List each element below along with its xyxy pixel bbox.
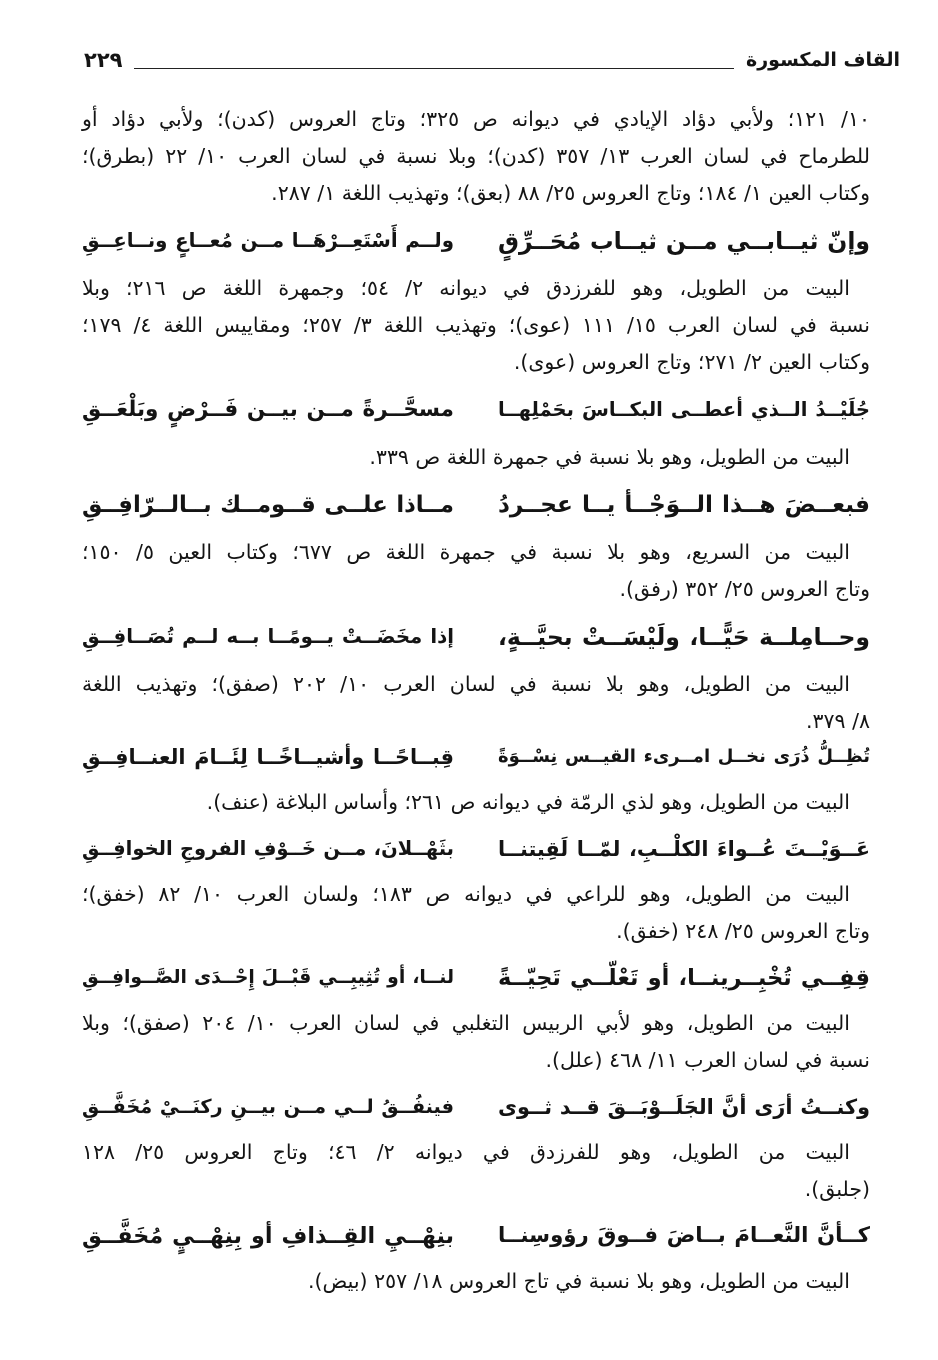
note-line: نسبة في لسان العرب ١١/ ٤٦٨ (علل). [545, 1048, 870, 1072]
note-line: البيت من الطويل، وهو للفرزدق في ديوانه ٢/ ٤٦؛ وتاج العروس ٢٥/ ١٢٨ [82, 1140, 850, 1164]
verse-row [82, 212, 870, 270]
chapter-title: القاف المكسورة [746, 49, 900, 71]
second-hemistich: قِبــاحًــا وأشيــاخًــا لِئَــامَ العنــافِــقِ [82, 744, 454, 769]
note-line: نسبة في لسان العرب ١٥/ ١١١ (عوى)؛ وتهذيب اللغة ٣/ ٢٥٧؛ ومقاييس اللغة ٤/ ١٧٩؛ [82, 313, 870, 337]
note-line: للطرماح في لسان العرب ١٣/ ٣٥٧ (كدن)؛ وبلا نسبة في لسان العرب ١٠/ ٢٢ (بطرق)؛ [82, 144, 870, 168]
verse-note [82, 439, 870, 476]
verse-row [82, 608, 870, 666]
note-line: وكتاب العين ١/ ١٨٤؛ وتاج العروس ٢٥/ ٨٨ (بعق)؛ وتهذيب اللغة ١/ ٢٨٧. [271, 181, 870, 205]
second-hemistich: فينفُــقُ لــي مــن بيــنِ ركنَــيْ مُخَفَّــقِ [82, 1094, 454, 1118]
note-line: البيت من الطويل، وهو لذي الرمّة في ديوانه ص ٢٦١؛ وأساس البلاغة (عنف). [206, 790, 850, 814]
verse-note [82, 534, 870, 608]
second-hemistich: مــاذا علــى قــومــك بــالــرّافِــقِ [82, 492, 454, 518]
page-number: ٢٢٩ [84, 48, 123, 72]
first-hemistich: وإنّ ثيــابــي مــن ثيــاب مُحَــرِّقٍ [498, 227, 870, 255]
first-hemistich: فبعــضَ هــذا الــوَجْــأ يــا عجــردُ [498, 491, 870, 518]
note-line: (جلبق). [804, 1177, 870, 1201]
note-line: البيت من الطويل، وهو بلا نسبة في لسان العرب ١٠/ ٢٠٢ (صفق)؛ وتهذيب اللغة [82, 672, 850, 696]
note-line: وتاج العروس ٢٥/ ٢٤٨ (خفق). [616, 919, 870, 943]
note-line: البيت من الطويل، وهو بلا نسبة في تاج العروس ١٨/ ٢٥٧ (بيض). [308, 1269, 850, 1293]
verse-note [82, 784, 870, 821]
note-line: البيت من الطويل، وهو لأبي الربيس التغلبي في لسان العرب ١٠/ ٢٠٤ (صفق)؛ وبلا [82, 1011, 850, 1035]
note-line: البيت من الطويل، وهو بلا نسبة في جمهرة اللغة ص ٣٣٩. [369, 445, 850, 469]
first-hemistich: جُلَيْــدُ الــذي أعطــى البكــاسَ بحَمْلِهــا [498, 398, 870, 421]
verse-note [82, 270, 870, 381]
first-hemistich: كــأنَّ النَّعــامَ بــاضَ فــوقَ رؤوسِنــا [498, 1222, 870, 1248]
second-hemistich: مسحَّــرةً مــن بيــن فَــرْضٍ وبَلْعَــقِ [82, 397, 454, 422]
note-line: وكتاب العين ٢/ ٢٧١؛ وتاج العروس (عوى). [513, 350, 870, 374]
note-line: ٨/ ٣٧٩. [805, 709, 870, 733]
verse-note [82, 1134, 870, 1208]
header-rule [134, 68, 734, 69]
first-hemistich: وكنــتُ أرَى أنَّ الجَلَــوْبَــقَ قــد ثــوى [498, 1094, 870, 1119]
running-header [84, 44, 900, 76]
text-block [82, 101, 870, 1300]
second-hemistich: لنــا، أو تُثِيبِــي قَبْــلَ إِحْــدَى الصَّــوافِــقِ [82, 966, 454, 988]
first-hemistich: عَــوَيْــتَ عُــواءَ الكلْــبِ، لمّــا لَقِيتنــا [498, 836, 870, 861]
second-hemistich: بنِهْــيِ القِــذافِ أو بِنِهْــيٍ مُخَفَّــقِ [82, 1222, 454, 1249]
verse-note [82, 876, 870, 950]
second-hemistich: بثَهْــلانَ، مــن خَــوْفِ الفروجِ الخوافِــقِ [82, 836, 454, 860]
note-line: البيت من الطويل، وهو للراعي في ديوانه ص ١٨٣؛ ولسان العرب ١٠/ ٨٢ (خفق)؛ [82, 882, 850, 906]
first-hemistich: قِفِــي تُخْبِــرينــا، أو تَعْلّــي تَحِيّــةً [498, 964, 870, 991]
verse-note [82, 1005, 870, 1079]
continuation-note [82, 101, 870, 212]
verse-row [82, 476, 870, 534]
verse-row [82, 950, 870, 1005]
first-hemistich: وحــامِلــة حَيًّــا، ولَيْسَــتْ بحيَّــةٍ، [498, 623, 870, 651]
verse-row [82, 1208, 870, 1263]
first-hemistich: تُظِــلُّ ذُرَى نخــل امــرىء القيــس نِسْــوَةً [498, 745, 870, 767]
note-line: البيت من الطويل، وهو للفرزدق في ديوانه ٢/ ٥٤؛ وجمهرة اللغة ص ٢١٦؛ وبلا [82, 276, 850, 300]
second-hemistich: إذا مخَضَــتْ يــومًــا بــه لــم تُصَــافِــقِ [82, 625, 454, 648]
note-line: البيت من السريع، وهو بلا نسبة في جمهرة اللغة ص ٦٧٧؛ وكتاب العين ٥/ ١٥٠؛ [82, 540, 850, 564]
verse-row [82, 729, 870, 784]
verse-row [82, 1079, 870, 1134]
second-hemistich: ولــم أَسْتَعِــرْهَــا مــن مُعــاعٍ ونــاعِــقِ [82, 229, 454, 252]
note-line: وتاج العروس ٢٥/ ٣٥٢ (رفق). [619, 577, 870, 601]
verse-row [82, 381, 870, 439]
verse-row [82, 821, 870, 876]
note-line: ١٠/ ١٢١؛ ولأبي دؤاد الإيادي في ديوانه ص ٣٢٥؛ وتاج العروس (كدن)؛ ولأبي دؤاد أو [82, 107, 870, 131]
verse-note [82, 1263, 870, 1300]
